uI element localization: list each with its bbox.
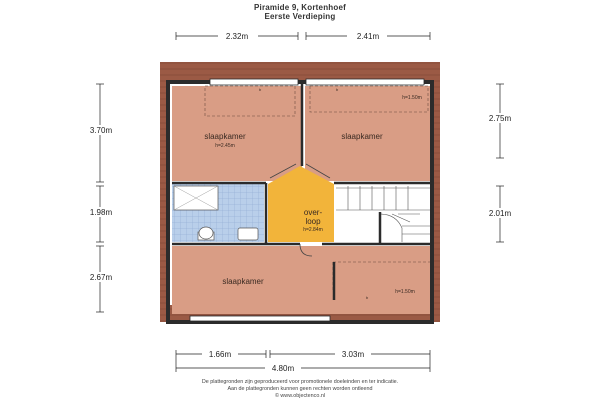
marker-b-1: b xyxy=(259,87,262,92)
sink xyxy=(238,228,258,240)
marker-b-3: b xyxy=(366,295,369,300)
bedroom-top-right-height: h=1.50m xyxy=(402,95,422,101)
toilet-bowl xyxy=(199,227,213,239)
marker-b-2: b xyxy=(336,87,339,92)
bedroom-bottom-height: h=1.50m xyxy=(395,289,415,295)
copyright: © www.objectenco.nl xyxy=(274,393,326,399)
dim-lines-top xyxy=(176,32,430,40)
dim-left-bottom: 2.67m xyxy=(89,273,113,282)
dim-right-middle: 2.01m xyxy=(488,209,512,218)
dim-bottom-total: 4.80m xyxy=(271,364,295,373)
room-bedroom-bottom xyxy=(172,246,430,314)
dim-bottom-right: 3.03m xyxy=(341,350,365,359)
dim-left-middle: 1.98m xyxy=(89,208,113,217)
landing-height: h=2.84m xyxy=(303,227,323,233)
address-title: Piramide 9, Kortenhoef xyxy=(254,3,346,12)
stairs-area xyxy=(334,184,430,242)
dim-top-right: 2.41m xyxy=(356,32,380,41)
dim-top-left: 2.32m xyxy=(225,32,249,41)
dim-left-top: 3.70m xyxy=(89,126,113,135)
landing-label-line2: loop xyxy=(305,217,321,226)
dim-lines-right xyxy=(496,84,504,242)
bedroom-top-left-height: h=2.45m xyxy=(215,143,235,149)
bedroom-top-left-label: slaapkamer xyxy=(204,132,246,141)
landing-label-line1: over- xyxy=(303,208,323,217)
bedroom-top-right-label: slaapkamer xyxy=(341,132,383,141)
dim-bottom-left: 1.66m xyxy=(208,350,232,359)
disclaimer-line1: De plattegronden zijn geproduceerd voor promotionele doeleinden en ter indicatie. xyxy=(201,379,399,385)
disclaimer-line2: Aan de plattegronden kunnen geen rechten worden ontleend xyxy=(227,386,373,392)
floor-title: Eerste Verdieping xyxy=(264,12,336,21)
bedroom-bottom-label: slaapkamer xyxy=(222,277,264,286)
dim-right-top: 2.75m xyxy=(488,114,512,123)
